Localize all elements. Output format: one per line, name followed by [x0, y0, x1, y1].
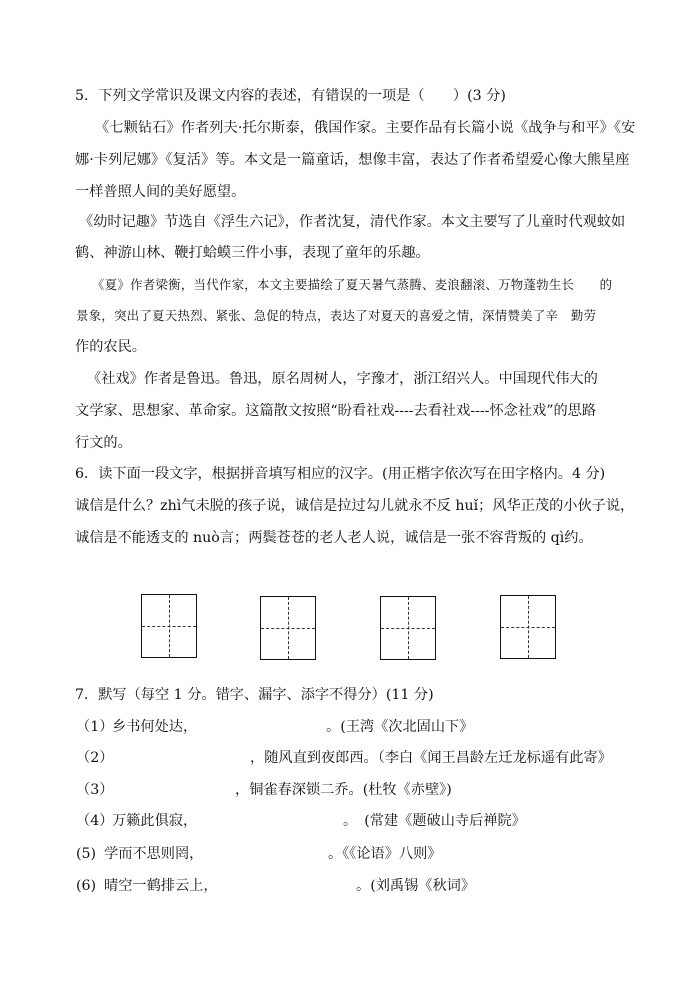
q7-item-6-num: (6): [76, 878, 97, 894]
q5-option-a-line1: 《七颗钻石》作者列夫·托尔斯泰，俄国作家。主要作品有长篇小说《战争与和平》《安: [95, 120, 636, 136]
q7-item-5-post: 。《《论语》八则》: [328, 846, 442, 862]
q5-title: 5．下列文学常识及课文内容的表述，有错误的一项是（ ）(3 分): [75, 88, 506, 104]
q7-item-2-num: （2）: [76, 750, 114, 766]
q5-option-a-line3: 一样普照人间的美好愿望。: [75, 184, 246, 200]
q7-item-3-num: （3）: [76, 782, 114, 798]
q6-title: 6．读下面一段文字，根据拼音填写相应的汉字。(用正楷字依次写在田字格内。4 分): [75, 466, 606, 482]
q7-item-5-pre: 学而不思则罔，: [104, 846, 204, 862]
q5-option-d-line3: 行文的。: [75, 435, 132, 451]
tianzige-box-1[interactable]: [141, 594, 197, 658]
q7-item-1-num: （1）: [76, 719, 114, 735]
q7-item-1-post: 。(王湾《次北固山下》: [326, 719, 474, 735]
q7-item-1-pre: 乡书何处达，: [112, 719, 198, 735]
tianzige-box-4[interactable]: [500, 595, 556, 659]
q5-option-c-line3: 作的农民。: [75, 339, 146, 355]
q7-item-5-num: (5): [76, 846, 97, 862]
q7-item-6-pre: 晴空一鹤排云上，: [104, 878, 218, 894]
q7-title: 7．默写（每空 1 分。错字、漏字、添字不得分）(11 分): [75, 687, 434, 703]
q6-passage-line2: 诚信是不能透支的 nuò言；两鬓苍苍的老人老人说，诚信是一张不容背叛的 qì约。: [75, 530, 593, 546]
q7-item-4-post: 。 (常建《题破山寺后禅院》: [343, 813, 526, 829]
q5-option-b-line2: 鹤、神游山林、鞭打蛤蟆三件小事，表现了童年的乐趣。: [75, 245, 430, 261]
q7-item-2-post: ，随风直到夜郎西。（李白《闻王昌龄左迁龙标遥有此寄》: [250, 750, 612, 766]
q7-item-3-post: ，铜雀春深锁二乔。(杜牧《赤壁》): [235, 782, 452, 798]
tianzige-box-2[interactable]: [260, 596, 316, 660]
q5-option-c-line2: 景象，突出了夏天热烈、紧张、急促的特点，表达了对夏天的喜爱之情，深情赞美了辛 勤劳: [76, 308, 597, 323]
q7-item-4-pre: 万籁此俱寂，: [112, 813, 198, 829]
q5-option-c-line1: 《夏》作者梁衡，当代作家，本文主要描绘了夏天暑气蒸腾、麦浪翻滚、万物蓬勃生长 的: [92, 277, 613, 292]
tianzige-box-3[interactable]: [380, 596, 436, 660]
q5-option-b-line1: 《幼时记趣》节选自《浮生六记》，作者沈复，清代作家。本文主要写了儿童时代观蚊如: [79, 214, 626, 230]
q7-item-6-post: 。(刘禹锡《秋词》: [356, 878, 476, 894]
q6-passage-line1: 诚信是什么？zhì气未脱的孩子说，诚信是拉过勾儿就永不反 huǐ；风华正茂的小伙子说，: [75, 498, 635, 514]
q7-item-4-num: （4）: [76, 813, 114, 829]
q5-option-a-line2: 娜·卡列尼娜》《复活》等。本文是一篇童话，想像丰富，表达了作者希望爱心像大熊星座: [75, 152, 630, 168]
q5-option-d-line2: 文学家、思想家、革命家。这篇散文按照“盼看社戏----去看社戏----怀念社戏”的思路: [75, 403, 597, 419]
q5-option-d-line1: 《社戏》作者是鲁迅。鲁迅，原名周树人，字豫才，浙江绍兴人。中国现代伟大的: [87, 371, 598, 387]
